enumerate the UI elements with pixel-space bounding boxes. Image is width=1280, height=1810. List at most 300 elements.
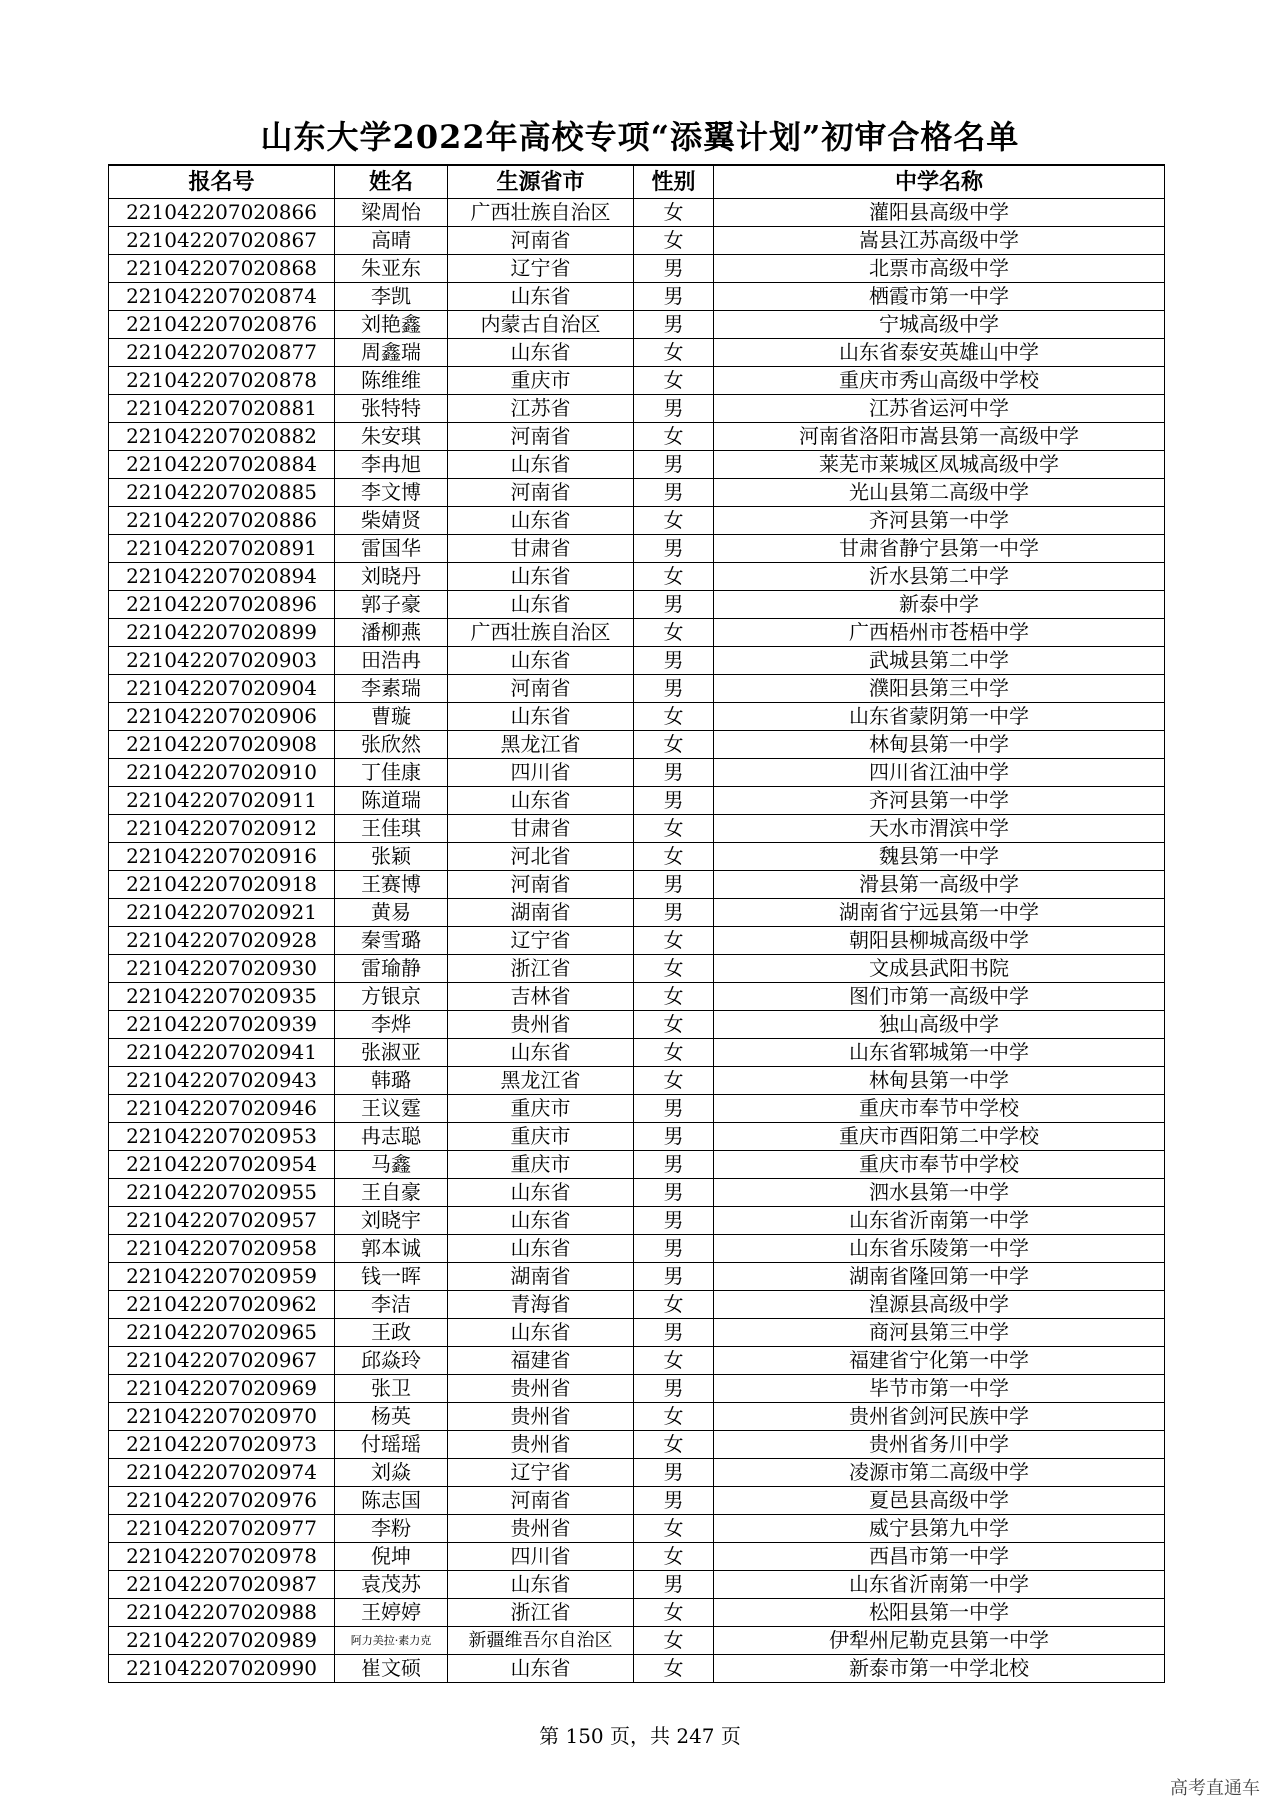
cell-province: 河北省	[448, 843, 634, 871]
cell-gender: 男	[634, 1179, 714, 1207]
table-row	[109, 1431, 1165, 1459]
cell-school: 山东省郓城第一中学	[714, 1039, 1165, 1067]
table-row	[109, 507, 1165, 535]
cell-gender: 男	[634, 1151, 714, 1179]
cell-name: 黄易	[335, 899, 448, 927]
cell-application-id: 221042207020957	[109, 1207, 335, 1235]
cell-school: 图们市第一高级中学	[714, 983, 1165, 1011]
table-row	[109, 1375, 1165, 1403]
cell-province: 江苏省	[448, 395, 634, 423]
cell-gender: 男	[634, 591, 714, 619]
cell-province: 浙江省	[448, 1599, 634, 1627]
table-row	[109, 1487, 1165, 1515]
cell-application-id: 221042207020894	[109, 563, 335, 591]
cell-application-id: 221042207020911	[109, 787, 335, 815]
cell-name: 朱安琪	[335, 423, 448, 451]
cell-school: 泗水县第一中学	[714, 1179, 1165, 1207]
cell-school: 山东省沂南第一中学	[714, 1571, 1165, 1599]
cell-province: 山东省	[448, 1207, 634, 1235]
table-row	[109, 1571, 1165, 1599]
cell-name: 李凯	[335, 283, 448, 311]
cell-name: 杨英	[335, 1403, 448, 1431]
cell-province: 河南省	[448, 479, 634, 507]
cell-name: 刘晓宇	[335, 1207, 448, 1235]
cell-school: 独山高级中学	[714, 1011, 1165, 1039]
cell-name: 郭本诚	[335, 1235, 448, 1263]
cell-school: 北票市高级中学	[714, 255, 1165, 283]
cell-school: 湖南省宁远县第一中学	[714, 899, 1165, 927]
cell-school: 新泰市第一中学北校	[714, 1655, 1165, 1683]
cell-gender: 女	[634, 1515, 714, 1543]
table-row	[109, 1011, 1165, 1039]
cell-application-id: 221042207020988	[109, 1599, 335, 1627]
table-row	[109, 871, 1165, 899]
column-header-id: 报名号	[109, 165, 335, 199]
cell-application-id: 221042207020874	[109, 283, 335, 311]
cell-gender: 男	[634, 535, 714, 563]
cell-gender: 女	[634, 1431, 714, 1459]
table-row	[109, 199, 1165, 227]
cell-school: 广西梧州市苍梧中学	[714, 619, 1165, 647]
cell-application-id: 221042207020977	[109, 1515, 335, 1543]
cell-application-id: 221042207020958	[109, 1235, 335, 1263]
cell-name: 高晴	[335, 227, 448, 255]
watermark-text: 高考直通车	[1170, 1778, 1260, 1799]
cell-application-id: 221042207020987	[109, 1571, 335, 1599]
cell-name: 张特特	[335, 395, 448, 423]
cell-school: 江苏省运河中学	[714, 395, 1165, 423]
cell-gender: 男	[634, 1123, 714, 1151]
cell-school: 齐河县第一中学	[714, 507, 1165, 535]
cell-gender: 女	[634, 1067, 714, 1095]
cell-school: 威宁县第九中学	[714, 1515, 1165, 1543]
cell-application-id: 221042207020954	[109, 1151, 335, 1179]
cell-school: 嵩县江苏高级中学	[714, 227, 1165, 255]
cell-province: 辽宁省	[448, 1459, 634, 1487]
cell-gender: 女	[634, 199, 714, 227]
cell-application-id: 221042207020903	[109, 647, 335, 675]
cell-name: 李冉旭	[335, 451, 448, 479]
cell-province: 贵州省	[448, 1431, 634, 1459]
cell-name: 王自豪	[335, 1179, 448, 1207]
cell-gender: 男	[634, 899, 714, 927]
cell-province: 河南省	[448, 227, 634, 255]
table-row	[109, 1263, 1165, 1291]
cell-school: 林甸县第一中学	[714, 731, 1165, 759]
cell-gender: 女	[634, 843, 714, 871]
table-row	[109, 1179, 1165, 1207]
cell-application-id: 221042207020912	[109, 815, 335, 843]
cell-school: 濮阳县第三中学	[714, 675, 1165, 703]
table-row	[109, 731, 1165, 759]
cell-application-id: 221042207020965	[109, 1319, 335, 1347]
table-row	[109, 227, 1165, 255]
cell-school: 山东省泰安英雄山中学	[714, 339, 1165, 367]
cell-application-id: 221042207020921	[109, 899, 335, 927]
cell-application-id: 221042207020908	[109, 731, 335, 759]
cell-application-id: 221042207020916	[109, 843, 335, 871]
cell-province: 重庆市	[448, 1095, 634, 1123]
cell-gender: 女	[634, 619, 714, 647]
cell-name: 柴婧贤	[335, 507, 448, 535]
table-row	[109, 423, 1165, 451]
table-row	[109, 1123, 1165, 1151]
table-row	[109, 955, 1165, 983]
cell-name: 王议霆	[335, 1095, 448, 1123]
cell-application-id: 221042207020904	[109, 675, 335, 703]
cell-application-id: 221042207020959	[109, 1263, 335, 1291]
cell-name: 雷瑜静	[335, 955, 448, 983]
cell-gender: 男	[634, 1375, 714, 1403]
table-row	[109, 395, 1165, 423]
cell-province: 重庆市	[448, 1151, 634, 1179]
cell-name: 韩璐	[335, 1067, 448, 1095]
cell-province: 河南省	[448, 423, 634, 451]
cell-school: 文成县武阳书院	[714, 955, 1165, 983]
cell-application-id: 221042207020867	[109, 227, 335, 255]
cell-school: 魏县第一中学	[714, 843, 1165, 871]
table-row	[109, 1459, 1165, 1487]
table-row	[109, 1655, 1165, 1683]
cell-school: 朝阳县柳城高级中学	[714, 927, 1165, 955]
cell-province: 山东省	[448, 787, 634, 815]
cell-school: 凌源市第二高级中学	[714, 1459, 1165, 1487]
cell-gender: 男	[634, 1571, 714, 1599]
cell-name: 马鑫	[335, 1151, 448, 1179]
cell-gender: 男	[634, 871, 714, 899]
table-row	[109, 563, 1165, 591]
cell-name: 李烨	[335, 1011, 448, 1039]
cell-province: 河南省	[448, 871, 634, 899]
page-number: 第 150 页，共 247 页	[539, 1724, 741, 1748]
cell-province: 青海省	[448, 1291, 634, 1319]
table-row	[109, 367, 1165, 395]
cell-gender: 男	[634, 787, 714, 815]
cell-gender: 女	[634, 1403, 714, 1431]
cell-name: 崔文硕	[335, 1655, 448, 1683]
cell-name: 邱焱玲	[335, 1347, 448, 1375]
cell-name: 丁佳康	[335, 759, 448, 787]
table-row	[109, 535, 1165, 563]
cell-gender: 男	[634, 1207, 714, 1235]
cell-name: 曹璇	[335, 703, 448, 731]
cell-application-id: 221042207020935	[109, 983, 335, 1011]
table-row	[109, 815, 1165, 843]
cell-province: 四川省	[448, 759, 634, 787]
cell-province: 山东省	[448, 591, 634, 619]
table-row	[109, 1627, 1165, 1655]
cell-school: 福建省宁化第一中学	[714, 1347, 1165, 1375]
cell-school: 湟源县高级中学	[714, 1291, 1165, 1319]
table-row	[109, 1347, 1165, 1375]
cell-name: 李粉	[335, 1515, 448, 1543]
cell-school: 毕节市第一中学	[714, 1375, 1165, 1403]
cell-name: 刘焱	[335, 1459, 448, 1487]
cell-province: 甘肃省	[448, 535, 634, 563]
cell-name: 方银京	[335, 983, 448, 1011]
cell-application-id: 221042207020946	[109, 1095, 335, 1123]
cell-gender: 男	[634, 1459, 714, 1487]
cell-application-id: 221042207020976	[109, 1487, 335, 1515]
cell-name: 陈道瑞	[335, 787, 448, 815]
cell-school: 灌阳县高级中学	[714, 199, 1165, 227]
cell-school: 甘肃省静宁县第一中学	[714, 535, 1165, 563]
table-row	[109, 1095, 1165, 1123]
cell-name: 刘艳鑫	[335, 311, 448, 339]
cell-school: 武城县第二中学	[714, 647, 1165, 675]
table-row	[109, 1207, 1165, 1235]
table-row	[109, 283, 1165, 311]
cell-application-id: 221042207020899	[109, 619, 335, 647]
cell-province: 山东省	[448, 1571, 634, 1599]
cell-school: 松阳县第一中学	[714, 1599, 1165, 1627]
cell-gender: 男	[634, 311, 714, 339]
cell-name: 冉志聪	[335, 1123, 448, 1151]
cell-province: 山东省	[448, 1235, 634, 1263]
cell-province: 辽宁省	[448, 255, 634, 283]
cell-province: 河南省	[448, 675, 634, 703]
cell-application-id: 221042207020967	[109, 1347, 335, 1375]
cell-gender: 男	[634, 1319, 714, 1347]
cell-province: 浙江省	[448, 955, 634, 983]
cell-application-id: 221042207020970	[109, 1403, 335, 1431]
cell-name: 陈志国	[335, 1487, 448, 1515]
cell-gender: 女	[634, 1291, 714, 1319]
table-row	[109, 1403, 1165, 1431]
cell-school: 贵州省务川中学	[714, 1431, 1165, 1459]
cell-gender: 男	[634, 1487, 714, 1515]
table-header-row	[109, 165, 1165, 199]
cell-application-id: 221042207020955	[109, 1179, 335, 1207]
cell-application-id: 221042207020878	[109, 367, 335, 395]
cell-application-id: 221042207020974	[109, 1459, 335, 1487]
cell-application-id: 221042207020877	[109, 339, 335, 367]
table-body	[109, 199, 1165, 1683]
column-header-name: 姓名	[335, 165, 448, 199]
table-row	[109, 787, 1165, 815]
table-row	[109, 1067, 1165, 1095]
cell-province: 山东省	[448, 339, 634, 367]
cell-province: 山东省	[448, 647, 634, 675]
table-row	[109, 1319, 1165, 1347]
cell-province: 山东省	[448, 1179, 634, 1207]
cell-application-id: 221042207020882	[109, 423, 335, 451]
cell-gender: 女	[634, 339, 714, 367]
cell-name: 王婷婷	[335, 1599, 448, 1627]
cell-province: 广西壮族自治区	[448, 199, 634, 227]
table-row	[109, 339, 1165, 367]
cell-school: 贵州省剑河民族中学	[714, 1403, 1165, 1431]
cell-gender: 男	[634, 451, 714, 479]
cell-application-id: 221042207020896	[109, 591, 335, 619]
table-row	[109, 1291, 1165, 1319]
cell-school: 重庆市秀山高级中学校	[714, 367, 1165, 395]
cell-province: 湖南省	[448, 1263, 634, 1291]
cell-name: 刘晓丹	[335, 563, 448, 591]
cell-application-id: 221042207020930	[109, 955, 335, 983]
cell-application-id: 221042207020978	[109, 1543, 335, 1571]
cell-application-id: 221042207020868	[109, 255, 335, 283]
cell-name: 田浩冉	[335, 647, 448, 675]
cell-school: 伊犁州尼勒克县第一中学	[714, 1627, 1165, 1655]
cell-province: 贵州省	[448, 1403, 634, 1431]
cell-name: 潘柳燕	[335, 619, 448, 647]
cell-application-id: 221042207020990	[109, 1655, 335, 1683]
cell-name: 钱一晖	[335, 1263, 448, 1291]
cell-gender: 男	[634, 759, 714, 787]
cell-province: 贵州省	[448, 1375, 634, 1403]
cell-school: 莱芜市莱城区凤城高级中学	[714, 451, 1165, 479]
table-row	[109, 1039, 1165, 1067]
cell-province: 山东省	[448, 1039, 634, 1067]
table-row	[109, 1599, 1165, 1627]
table-row	[109, 675, 1165, 703]
cell-gender: 女	[634, 1347, 714, 1375]
table-row	[109, 311, 1165, 339]
table-row	[109, 1543, 1165, 1571]
table-row	[109, 927, 1165, 955]
cell-gender: 女	[634, 1543, 714, 1571]
cell-name: 张卫	[335, 1375, 448, 1403]
cell-province: 山东省	[448, 451, 634, 479]
cell-gender: 女	[634, 983, 714, 1011]
cell-province: 河南省	[448, 1487, 634, 1515]
cell-school: 山东省蒙阴第一中学	[714, 703, 1165, 731]
table-row	[109, 899, 1165, 927]
cell-province: 吉林省	[448, 983, 634, 1011]
cell-application-id: 221042207020941	[109, 1039, 335, 1067]
cell-school: 宁城高级中学	[714, 311, 1165, 339]
table-row	[109, 703, 1165, 731]
cell-province: 四川省	[448, 1543, 634, 1571]
cell-name: 王佳琪	[335, 815, 448, 843]
cell-name: 雷国华	[335, 535, 448, 563]
cell-province: 山东省	[448, 563, 634, 591]
cell-gender: 女	[634, 703, 714, 731]
cell-name: 秦雪璐	[335, 927, 448, 955]
cell-application-id: 221042207020885	[109, 479, 335, 507]
cell-gender: 女	[634, 927, 714, 955]
cell-gender: 女	[634, 507, 714, 535]
cell-application-id: 221042207020989	[109, 1627, 335, 1655]
table-row	[109, 1515, 1165, 1543]
cell-school: 山东省乐陵第一中学	[714, 1235, 1165, 1263]
cell-school: 光山县第二高级中学	[714, 479, 1165, 507]
cell-gender: 男	[634, 647, 714, 675]
cell-gender: 女	[634, 1011, 714, 1039]
cell-province: 山东省	[448, 1655, 634, 1683]
cell-school: 四川省江油中学	[714, 759, 1165, 787]
cell-application-id: 221042207020953	[109, 1123, 335, 1151]
table-row	[109, 1151, 1165, 1179]
cell-gender: 男	[634, 395, 714, 423]
cell-name: 阿力美拉·素力克	[335, 1627, 448, 1655]
cell-name: 付瑶瑶	[335, 1431, 448, 1459]
cell-gender: 女	[634, 563, 714, 591]
cell-application-id: 221042207020876	[109, 311, 335, 339]
column-header-province: 生源省市	[448, 165, 634, 199]
column-header-school: 中学名称	[714, 165, 1165, 199]
cell-gender: 女	[634, 423, 714, 451]
cell-province: 山东省	[448, 283, 634, 311]
column-header-gender: 性别	[634, 165, 714, 199]
cell-gender: 男	[634, 1095, 714, 1123]
cell-application-id: 221042207020881	[109, 395, 335, 423]
cell-name: 王赛博	[335, 871, 448, 899]
table-row	[109, 1235, 1165, 1263]
cell-gender: 女	[634, 955, 714, 983]
cell-school: 沂水县第二中学	[714, 563, 1165, 591]
cell-province: 内蒙古自治区	[448, 311, 634, 339]
cell-school: 天水市渭滨中学	[714, 815, 1165, 843]
cell-gender: 男	[634, 1263, 714, 1291]
cell-gender: 女	[634, 1039, 714, 1067]
cell-gender: 女	[634, 367, 714, 395]
cell-name: 张淑亚	[335, 1039, 448, 1067]
cell-application-id: 221042207020886	[109, 507, 335, 535]
cell-school: 夏邑县高级中学	[714, 1487, 1165, 1515]
cell-school: 西昌市第一中学	[714, 1543, 1165, 1571]
cell-name: 李素瑞	[335, 675, 448, 703]
cell-province: 重庆市	[448, 367, 634, 395]
cell-application-id: 221042207020891	[109, 535, 335, 563]
cell-school: 重庆市酉阳第二中学校	[714, 1123, 1165, 1151]
cell-application-id: 221042207020906	[109, 703, 335, 731]
cell-name: 周鑫瑞	[335, 339, 448, 367]
cell-application-id: 221042207020969	[109, 1375, 335, 1403]
table-row	[109, 983, 1165, 1011]
cell-name: 陈维维	[335, 367, 448, 395]
cell-school: 湖南省隆回第一中学	[714, 1263, 1165, 1291]
cell-gender: 女	[634, 1627, 714, 1655]
cell-school: 林甸县第一中学	[714, 1067, 1165, 1095]
cell-name: 张欣然	[335, 731, 448, 759]
cell-name: 李文博	[335, 479, 448, 507]
table-row	[109, 619, 1165, 647]
cell-gender: 男	[634, 479, 714, 507]
cell-name: 梁周怡	[335, 199, 448, 227]
table-row	[109, 451, 1165, 479]
page-title: 山东大学2022年高校专项“添翼计划”初审合格名单	[260, 118, 1020, 156]
cell-province: 贵州省	[448, 1515, 634, 1543]
cell-school: 商河县第三中学	[714, 1319, 1165, 1347]
cell-province: 辽宁省	[448, 927, 634, 955]
cell-gender: 女	[634, 815, 714, 843]
cell-province: 山东省	[448, 1319, 634, 1347]
cell-gender: 女	[634, 1655, 714, 1683]
cell-name: 倪坤	[335, 1543, 448, 1571]
cell-name: 郭子豪	[335, 591, 448, 619]
cell-school: 山东省沂南第一中学	[714, 1207, 1165, 1235]
cell-province: 山东省	[448, 507, 634, 535]
cell-name: 朱亚东	[335, 255, 448, 283]
table-row	[109, 759, 1165, 787]
table-row	[109, 479, 1165, 507]
cell-name: 张颖	[335, 843, 448, 871]
cell-gender: 男	[634, 283, 714, 311]
cell-province: 广西壮族自治区	[448, 619, 634, 647]
cell-application-id: 221042207020918	[109, 871, 335, 899]
cell-province: 新疆维吾尔自治区	[448, 1627, 634, 1655]
cell-application-id: 221042207020962	[109, 1291, 335, 1319]
cell-province: 黑龙江省	[448, 731, 634, 759]
cell-application-id: 221042207020884	[109, 451, 335, 479]
cell-province: 山东省	[448, 703, 634, 731]
table-row	[109, 255, 1165, 283]
roster-table	[108, 164, 1165, 1683]
cell-gender: 男	[634, 255, 714, 283]
cell-school: 栖霞市第一中学	[714, 283, 1165, 311]
